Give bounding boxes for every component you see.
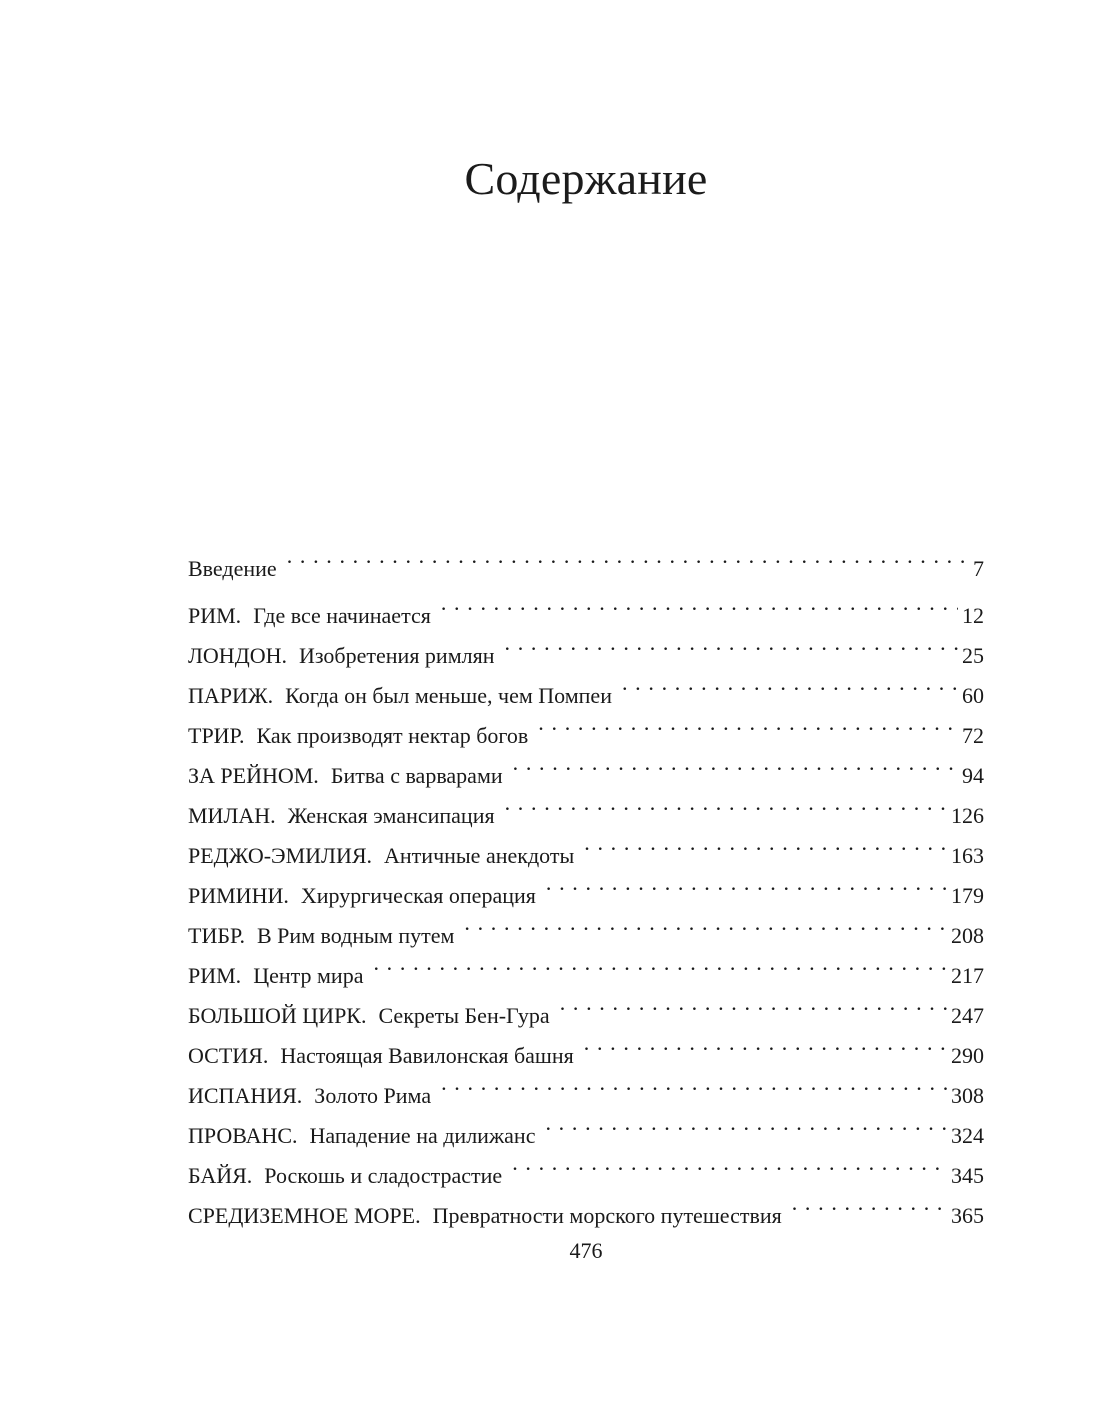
toc-page-number: 208 <box>951 923 984 948</box>
toc-city: РИМИНИ. <box>188 883 289 908</box>
toc-city: БОЛЬШОЙ ЦИРК. <box>188 1003 367 1028</box>
toc-title: Женская эмансипация <box>287 803 495 828</box>
toc-page-number: 324 <box>951 1123 984 1148</box>
dot-leader <box>538 703 958 743</box>
toc-page-number: 217 <box>951 963 984 988</box>
toc-page-number: 179 <box>951 883 984 908</box>
toc-city: ПАРИЖ. <box>188 683 274 708</box>
page-title: Содержание <box>464 153 708 204</box>
dot-leader <box>441 1063 947 1103</box>
toc-entry <box>188 536 984 581</box>
toc-title: Нападение на дилижанс <box>309 1123 536 1148</box>
toc-title: Изобретения римлян <box>298 643 495 668</box>
toc-city: ТРИР. <box>188 723 245 748</box>
dot-leader <box>584 1023 947 1063</box>
dot-leader <box>560 983 947 1023</box>
toc-page-number: 365 <box>951 1203 984 1228</box>
dot-leader <box>584 823 947 863</box>
toc-entry <box>188 583 984 628</box>
dot-leader <box>464 903 947 943</box>
toc-city: РИМ. <box>188 603 242 628</box>
toc-city: ЗА РЕЙНОМ. <box>188 763 319 788</box>
toc-page-number: 163 <box>951 843 984 868</box>
dot-leader <box>512 1143 947 1183</box>
toc-title: Центр мира <box>253 963 364 988</box>
toc-city: ИСПАНИЯ. <box>188 1083 303 1108</box>
toc-city: ЛОНДОН. <box>188 643 287 668</box>
toc-title: Введение <box>188 556 277 581</box>
dot-leader <box>513 743 958 783</box>
dot-leader <box>505 783 947 823</box>
toc-title: Настоящая Вавилонская башня <box>280 1043 574 1068</box>
dot-leader <box>622 663 958 703</box>
toc-page-number: 72 <box>962 723 984 748</box>
toc-title: Как производят нектар богов <box>256 723 529 748</box>
dot-leader <box>545 1103 947 1143</box>
toc-title: Античные анекдоты <box>384 843 575 868</box>
toc-city: ПРОВАНС. <box>188 1123 298 1148</box>
toc-page-number: 25 <box>962 643 984 668</box>
toc-title: Где все начинается <box>253 603 431 628</box>
toc-city: ОСТИЯ. <box>188 1043 269 1068</box>
toc-title: Битва с варварами <box>330 763 503 788</box>
dot-leader <box>546 863 947 903</box>
toc-title: В Рим водным путем <box>256 923 455 948</box>
toc-city: РИМ. <box>188 963 242 988</box>
toc-page-number: 345 <box>951 1163 984 1188</box>
dot-leader <box>441 583 958 623</box>
toc-city: СРЕДИЗЕМНОЕ МОРЕ. <box>188 1203 421 1228</box>
toc-title: Секреты Бен-Гура <box>378 1003 550 1028</box>
dot-leader <box>287 536 968 576</box>
toc-city: РЕДЖО-ЭМИЛИЯ. <box>188 843 373 868</box>
toc-page-number: 126 <box>951 803 984 828</box>
dot-leader <box>505 623 958 663</box>
toc-title: Роскошь и сладострастие <box>264 1163 503 1188</box>
toc-title: Превратности морского путешествия <box>432 1203 782 1228</box>
toc-title: Хирургическая операция <box>300 883 536 908</box>
toc-city: БАЙЯ. <box>188 1163 253 1188</box>
toc-city: ТИБР. <box>188 923 245 948</box>
dot-leader <box>792 1183 947 1223</box>
toc-page-number: 60 <box>962 683 984 708</box>
toc-page-number: 247 <box>951 1003 984 1028</box>
toc-city: МИЛАН. <box>188 803 276 828</box>
page-number: 476 <box>569 1238 603 1263</box>
toc-page-number: 7 <box>973 556 984 581</box>
toc-page-number: 308 <box>951 1083 984 1108</box>
table-of-contents <box>188 536 984 1228</box>
toc-title: Золото Рима <box>314 1083 432 1108</box>
toc-page-number: 94 <box>962 763 984 788</box>
dot-leader <box>373 943 947 983</box>
toc-title: Когда он был меньше, чем Помпеи <box>285 683 612 708</box>
toc-page-number: 12 <box>962 603 984 628</box>
toc-page-number: 290 <box>951 1043 984 1068</box>
